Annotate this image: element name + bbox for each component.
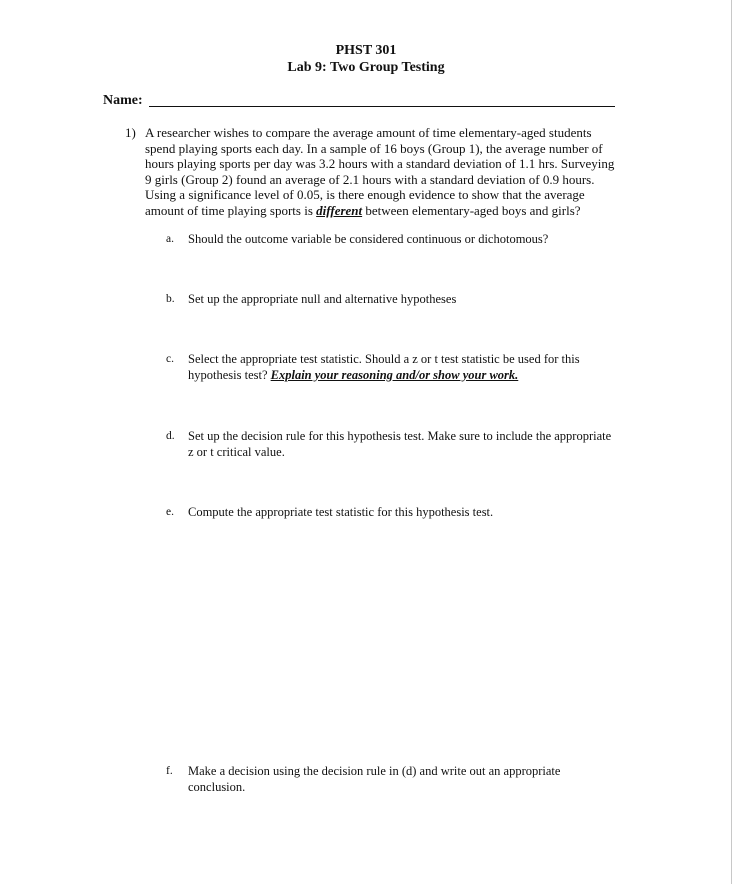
question-text-after: between elementary-aged boys and girls?: [362, 202, 581, 218]
part-e-text: Compute the appropriate test statistic for this hypothesis test.: [188, 505, 494, 519]
part-a-text: Should the outcome variable be considered continuous or dichotomous?: [188, 232, 549, 246]
part-d-text: Set up the decision rule for this hypothesis test. Make sure to include the appropriate z or t critical value.: [188, 429, 612, 459]
question-text: [145, 125, 620, 219]
part-a-letter: a.: [166, 233, 174, 245]
part-c-text-block: [188, 352, 618, 383]
lab-title: Lab 9: Two Group Testing: [287, 60, 445, 75]
course-title: PHST 301: [335, 43, 397, 58]
part-b-text: Set up the appropriate null and alternative hypotheses: [188, 292, 457, 306]
question-text-before: A researcher wishes to compare the average amount of time elementary-aged students spend playing sports each day. In a sample of 16 boys (Group 1), the average number of hours playing sports per day was 3.2 hours with a standard deviation of 1.1 hrs. Surveying 9 girls (Group 2) found an average of 2.1 hours with a standard deviation of 0.9 hours. Using a significance level of 0.05, is there enough evidence to show that the average amount of time playing sports is: [145, 125, 615, 218]
name-label: Name:: [103, 93, 143, 108]
part-c-letter: c.: [166, 353, 174, 365]
part-b-letter: b.: [166, 293, 175, 305]
part-c-text: Select the appropriate test statistic. Should a z or t test statistic be used for this hypothesis test?: [188, 352, 580, 382]
question-emphasis: different: [316, 202, 363, 218]
name-input-line[interactable]: [149, 106, 615, 107]
part-f-letter: f.: [166, 765, 173, 777]
part-c-emphasis: Explain your reasoning and/or show your work.: [270, 367, 519, 382]
question-number: 1): [125, 125, 136, 140]
part-f-text: Make a decision using the decision rule in (d) and write out an appropriate conclusion.: [188, 764, 561, 794]
part-e-letter: e.: [166, 506, 174, 518]
part-d-letter: d.: [166, 430, 175, 442]
